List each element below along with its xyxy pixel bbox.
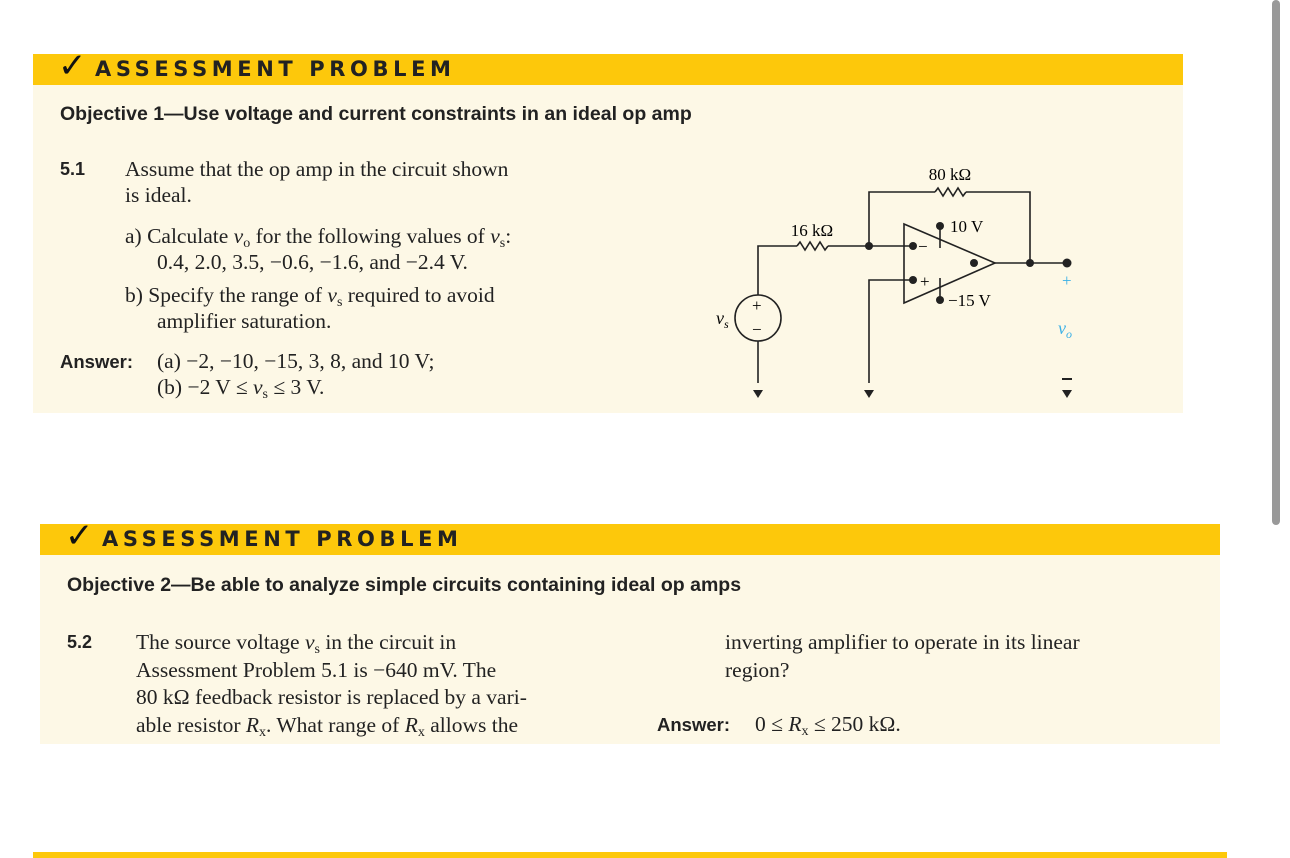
sub: o — [243, 236, 251, 251]
ground-arrow — [1062, 390, 1072, 398]
ground-arrow — [753, 390, 763, 398]
sub: o — [1066, 327, 1072, 341]
v-neg-label: −15 V — [948, 291, 991, 310]
text: ≤ 250 kΩ. — [808, 712, 901, 736]
text: allows the — [424, 712, 518, 737]
problem-number: 5.1 — [60, 159, 86, 179]
var: v — [490, 224, 500, 248]
text: a) Calculate — [125, 224, 234, 248]
sub: s — [499, 236, 506, 251]
text: b) Specify the range of — [125, 283, 328, 307]
var: v — [304, 630, 315, 654]
assessment-header-3 — [33, 852, 1227, 858]
answer-label: Answer: — [60, 351, 133, 372]
answer-a: (a) −2, −10, −15, 3, 8, and 10 V; — [157, 349, 435, 373]
scrollbar[interactable] — [1272, 0, 1280, 525]
text: . What range of — [266, 712, 405, 737]
answer-label: Answer: — [657, 714, 730, 735]
text: The source voltage — [136, 630, 305, 654]
wire — [869, 280, 913, 383]
header-title: ASSESSMENT PROBLEM — [102, 527, 463, 551]
var: v — [233, 224, 244, 248]
sub: x — [259, 724, 266, 740]
header-title: ASSESSMENT PROBLEM — [95, 57, 456, 81]
text: Assessment Problem 5.1 is −640 mV. The — [136, 657, 497, 682]
output-plus: + — [1062, 271, 1072, 290]
sub: s — [314, 642, 320, 657]
problem-text — [136, 629, 527, 739]
var: v — [327, 283, 337, 307]
text: amplifier saturation. — [157, 309, 332, 333]
source-minus: − — [752, 320, 762, 339]
text: 0 ≤ — [755, 712, 789, 736]
var: R — [404, 712, 418, 737]
text: required to avoid — [342, 283, 495, 307]
sub: s — [336, 295, 343, 310]
wire — [758, 246, 797, 295]
sub: x — [417, 724, 425, 740]
ground-arrow — [864, 390, 874, 398]
r-in-label: 16 kΩ — [790, 221, 834, 240]
sub: s — [262, 387, 268, 402]
text: able resistor — [136, 712, 246, 737]
text: : — [505, 224, 512, 248]
var: v — [253, 375, 263, 399]
var: R — [245, 712, 259, 737]
resistor-80k — [935, 188, 966, 196]
source-label — [716, 308, 729, 331]
intro-line: Assume that the op amp in the circuit shown — [125, 157, 509, 181]
objective-1: Objective 1—Use voltage and current constraints in an ideal op amp — [60, 103, 692, 125]
var: v — [716, 308, 724, 328]
var: R — [788, 712, 802, 736]
answer-text — [755, 711, 901, 737]
text: 80 kΩ feedback resistor is replaced by a vari- — [136, 685, 527, 709]
text: ≤ 3 V. — [268, 375, 325, 399]
r-f-label: 80 kΩ — [928, 165, 972, 184]
inverting-input-sign: − — [918, 237, 928, 256]
sub: s — [724, 317, 729, 331]
sub: x — [801, 724, 809, 739]
var: v — [1058, 318, 1066, 338]
source-plus: + — [752, 296, 762, 315]
text: region? — [725, 657, 790, 682]
checkmark-icon: ✓ — [65, 516, 94, 556]
problem-text-continued — [725, 629, 1080, 684]
values-line: 0.4, 2.0, 3.5, −0.6, −1.6, and −2.4 V. — [157, 250, 468, 274]
resistor-16k — [797, 242, 828, 250]
objective-2: Objective 2—Be able to analyze simple circuits containing ideal op amps — [67, 574, 742, 596]
text: in the circuit in — [319, 630, 457, 654]
problem-number: 5.2 — [67, 632, 93, 652]
intro-line: is ideal. — [125, 183, 192, 207]
output-label — [1058, 318, 1072, 341]
text: inverting amplifier to operate in its linear — [725, 630, 1080, 654]
text: (b) −2 V ≤ — [157, 375, 253, 399]
checkmark-icon: ✓ — [58, 46, 87, 86]
text: for the following values of — [250, 224, 491, 248]
assessment-header-2 — [40, 516, 1220, 556]
v-pos-label: 10 V — [950, 217, 984, 236]
noninverting-input-sign: + — [920, 272, 930, 291]
